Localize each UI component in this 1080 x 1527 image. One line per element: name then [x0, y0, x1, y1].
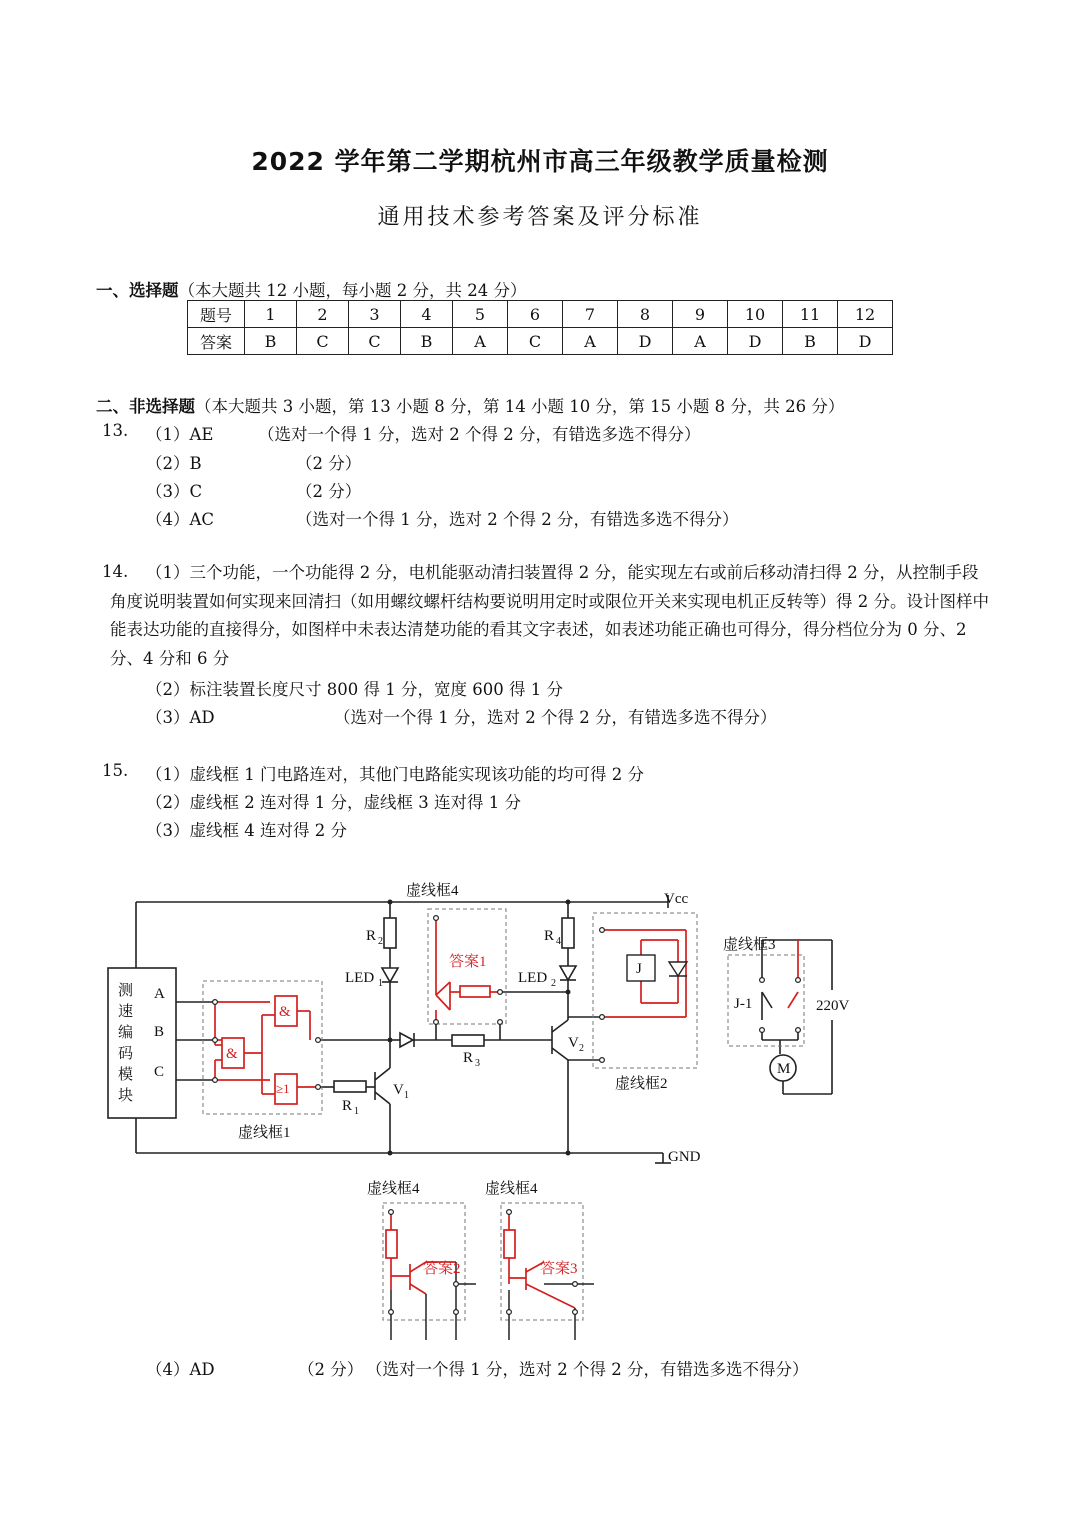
answer1-label: 答案1: [449, 954, 487, 970]
box4-label: 虚线框4: [485, 1181, 538, 1197]
box4-label: 虚线框4: [406, 883, 459, 899]
q15-item: （2）虚线框 2 连对得 1 分，虚线框 3 连对得 1 分: [146, 793, 521, 812]
box2-label: 虚线框2: [615, 1076, 668, 1092]
v220-label: 220V: [816, 998, 850, 1014]
q14-number: 14.: [102, 562, 129, 581]
table-cell: C: [508, 328, 563, 355]
table-cell: A: [673, 328, 728, 355]
r2-label: R: [366, 928, 377, 944]
r3-label: R: [463, 1050, 474, 1066]
pin-b-label: B: [154, 1024, 165, 1040]
table-cell: D: [838, 328, 893, 355]
table-cell: 4: [401, 301, 453, 328]
led1-label: LED: [345, 970, 375, 986]
table-cell: 8: [618, 301, 673, 328]
r1-label: R: [342, 1098, 353, 1114]
q14-paragraph-2: （2）标注装置长度尺寸 800 得 1 分，宽度 600 得 1 分: [146, 680, 563, 699]
q13-item-score: （2 分）: [296, 454, 362, 473]
table-cell: B: [245, 328, 297, 355]
answer-table: [187, 300, 893, 355]
module-char: 块: [118, 1088, 134, 1104]
box1-label: 虚线框1: [238, 1125, 291, 1141]
q15-number: 15.: [102, 761, 129, 780]
module-char: 测: [118, 983, 134, 999]
q13-item-label: （4）AC: [146, 510, 215, 529]
q13-item-label: （2）B: [146, 454, 202, 473]
q13-item-label: （1）AE: [146, 425, 214, 444]
v1-sub: 1: [404, 1090, 409, 1101]
relay-label: J: [636, 961, 642, 977]
v2-sub: 2: [579, 1043, 584, 1054]
section2-note: （本大题共 3 小题，第 13 小题 8 分，第 14 小题 10 分，第 15 小题 8 分，共 26 分）: [195, 397, 845, 416]
vcc-label: Vcc: [664, 891, 689, 907]
table-cell: A: [453, 328, 508, 355]
table-cell: C: [349, 328, 401, 355]
or-gate-symbol: ≥1: [276, 1081, 290, 1096]
q15-item-score: （选对一个得 1 分，选对 2 个得 2 分，有错选多选不得分）: [366, 1360, 809, 1379]
table-cell: 5: [453, 301, 508, 328]
v2-label: V: [568, 1035, 579, 1051]
table-cell: 6: [508, 301, 563, 328]
box4-label: 虚线框4: [367, 1181, 420, 1197]
table-cell: 3: [349, 301, 401, 328]
r2-sub: 2: [378, 936, 383, 947]
q14-item-label: （3）AD: [146, 708, 215, 727]
table-cell: 9: [673, 301, 728, 328]
q15-item: （1）虚线框 1 门电路连对，其他门电路能实现该功能的均可得 2 分: [146, 765, 644, 784]
section1-heading-line: [96, 277, 526, 301]
q13-item-label: （3）C: [146, 482, 203, 501]
r4-label: R: [544, 928, 555, 944]
q13-item-score: （2 分）: [296, 482, 362, 501]
table-cell: D: [618, 328, 673, 355]
table-cell: 1: [245, 301, 297, 328]
answer3-label: 答案3: [540, 1261, 578, 1277]
table-cell: A: [563, 328, 618, 355]
module-char: 码: [118, 1046, 134, 1062]
q15-item: （3）虚线框 4 连对得 2 分: [146, 821, 347, 840]
v1-label: V: [393, 1082, 404, 1098]
section2-heading-line: [96, 393, 844, 417]
table-cell: 7: [563, 301, 618, 328]
table-cell: D: [728, 328, 783, 355]
q14-paragraph-1: （1）三个功能，一个功能得 2 分，电机能驱动清扫装置得 2 分，能实现左右或前后移动清扫得 2 分，从控制手段角度说明装置如何实现来回清扫（如用螺纹螺杆结构要说明用定时或限位开关来实现电机正反转等）得 2 分。设计图样中能表达功能的直接得分，如图样中未表达清楚功能的看其文字表述，如表述功能正确也可得分，得分档位分为 0 分、2 分、4 分和 6 分: [110, 563, 989, 668]
page-title: 2022 学年第二学期杭州市高三年级教学质量检测: [251, 147, 829, 176]
gnd-label: GND: [668, 1149, 701, 1165]
led1-sub: 1: [378, 978, 383, 989]
module-char: 编: [118, 1025, 134, 1041]
q15-item-label: （4）AD: [146, 1360, 215, 1379]
table-cell: B: [783, 328, 838, 355]
section2-heading: 二、非选择题: [96, 397, 195, 416]
table-row: [188, 301, 893, 328]
section1-note: （本大题共 12 小题，每小题 2 分，共 24 分）: [178, 281, 527, 300]
module-char: 速: [118, 1004, 134, 1020]
page-subtitle: 通用技术参考答案及评分标准: [377, 205, 703, 230]
pin-c-label: C: [154, 1064, 165, 1080]
and-gate-symbol: &: [226, 1046, 238, 1062]
q13-item-score: （选对一个得 1 分，选对 2 个得 2 分，有错选多选不得分）: [296, 510, 739, 529]
table-row: [188, 328, 893, 355]
q13-item-score: （选对一个得 1 分，选对 2 个得 2 分，有错选多选不得分）: [258, 425, 701, 444]
led2-label: LED: [518, 970, 548, 986]
table-cell: B: [401, 328, 453, 355]
table-cell: C: [297, 328, 349, 355]
table-cell: 11: [783, 301, 838, 328]
circuit-diagram: [100, 870, 850, 1350]
q14-item-score: （选对一个得 1 分，选对 2 个得 2 分，有错选多选不得分）: [334, 708, 777, 727]
table-cell: 10: [728, 301, 783, 328]
table-row-label: 答案: [188, 328, 245, 355]
module-char: 模: [118, 1067, 134, 1083]
table-cell: 2: [297, 301, 349, 328]
led2-sub: 2: [551, 978, 556, 989]
answer2-label: 答案2: [423, 1261, 461, 1277]
table-row-label: 题号: [188, 301, 245, 328]
r1-sub: 1: [354, 1106, 359, 1117]
j1-label: J-1: [734, 996, 753, 1012]
r4-sub: 4: [556, 936, 561, 947]
table-cell: 12: [838, 301, 893, 328]
box2-frame: [593, 913, 697, 1068]
r3-sub: 3: [475, 1058, 480, 1069]
motor-label: M: [777, 1061, 791, 1077]
and-gate-symbol: &: [279, 1004, 291, 1020]
section1-heading: 一、选择题: [96, 281, 179, 300]
q13-number: 13.: [102, 421, 129, 440]
q15-item-points: （2 分）: [298, 1360, 364, 1379]
box3-label: 虚线框3: [723, 937, 776, 953]
pin-a-label: A: [154, 986, 165, 1002]
